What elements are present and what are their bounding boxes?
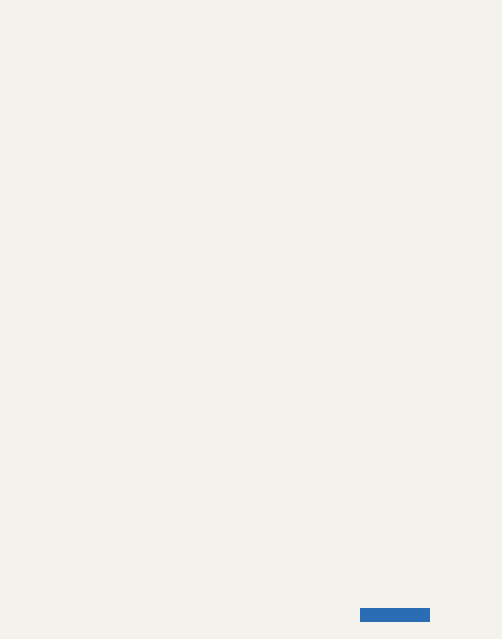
bar-chart-svg: [0, 356, 502, 541]
figure-2-chart: [0, 356, 502, 606]
figure-caption: [0, 541, 502, 549]
magazine-brand-logo: [360, 608, 430, 622]
